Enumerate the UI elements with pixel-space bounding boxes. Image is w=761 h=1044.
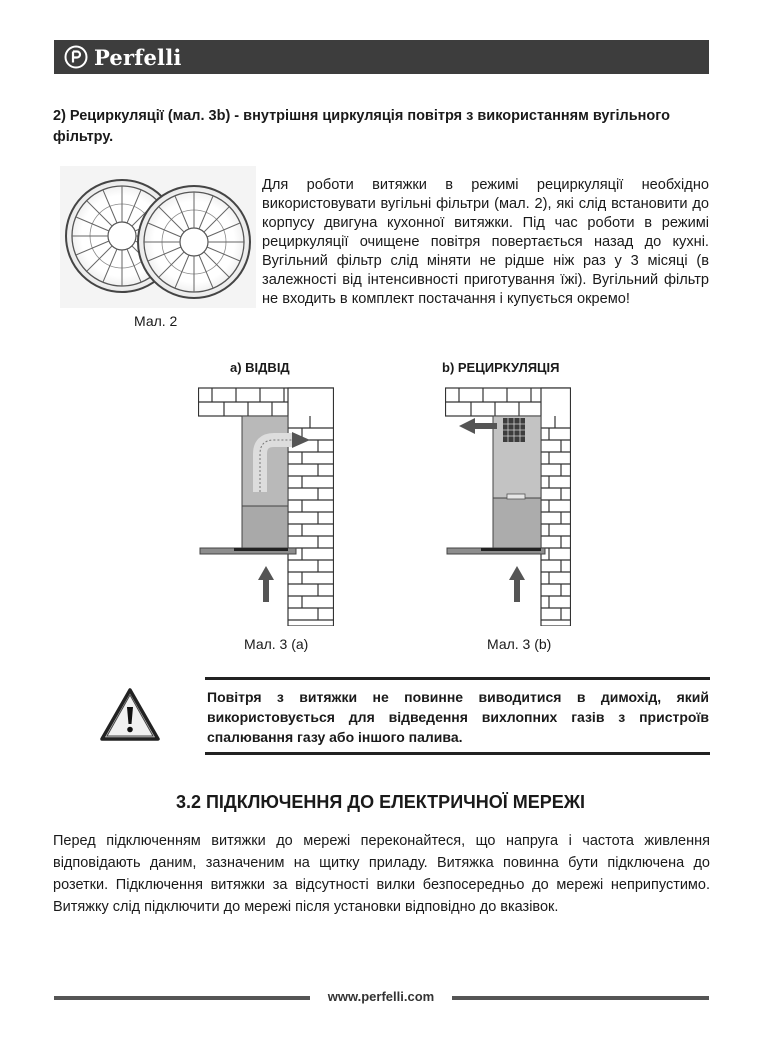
- exhaust-diagram: [198, 380, 334, 626]
- warning-rule-top: [205, 677, 710, 680]
- diagram-a-label: a) ВІДВІД: [230, 360, 290, 375]
- brand-logo: [64, 44, 182, 70]
- recirculation-diagram: [445, 380, 571, 626]
- diagram-b-label: b) РЕЦИРКУЛЯЦІЯ: [442, 360, 560, 375]
- figure-3a-caption: Мал. 3 (a): [244, 636, 309, 652]
- warning-rule-bottom: [205, 752, 710, 755]
- figure-3b-caption: Мал. 3 (b): [487, 636, 552, 652]
- figure-2-caption: Мал. 2: [134, 313, 178, 329]
- perfelli-p-logo-icon: [64, 45, 88, 69]
- warning-text: Повітря з витяжки не повинне виводитися в димохід, який використовується для відведення вихлопних газів з пристроїв спалювання газу або іншого палива.: [207, 689, 709, 745]
- recirculation-paragraph: Для роботи витяжки в режимі рециркуляції необхідно використовувати вугільні фільтри (мал. 2), які слід встановити до корпусу двигуна кухонної витяжки. Під час роботи в режимі рециркуляції очищене повітря повертається назад до кухні. Вугільний фільтр слід міняти не рідше ніж раз у 3 місяці (в залежності від інтенсивності приготування їжі). Вугільний фільтр не входить в комплект постачання і купується окремо!: [262, 177, 709, 307]
- warning-triangle-icon: [99, 687, 161, 743]
- electrical-connection-text: Перед підключенням витяжки до мережі переконайтеся, що напруга і частота живлення відповідають даним, зазначеним на щитку приладу. Витяжка повинна бути підключена до розетки. Підключення витяжки за відсутності вилки безпосередньо до мережі неприпустимо. Витяжку слід підключити до мережі після установки відповідно до вказівок.: [53, 833, 710, 915]
- footer-rule-left: [54, 996, 310, 1000]
- brand-name: Perfelli: [94, 44, 182, 70]
- footer-rule-right: [452, 996, 709, 1000]
- recirculation-heading: 2) Рециркуляції (мал. 3b) - внутрішня циркуляція повітря з використанням вугільного фільтру.: [53, 108, 670, 145]
- header-bar: [54, 40, 709, 74]
- section-title: 3.2 ПІДКЛЮЧЕННЯ ДО ЕЛЕКТРИЧНОЇ МЕРЕЖІ: [175, 792, 586, 812]
- charcoal-filter-icon: [60, 166, 256, 308]
- footer-url: www.perfelli.com: [327, 989, 435, 1004]
